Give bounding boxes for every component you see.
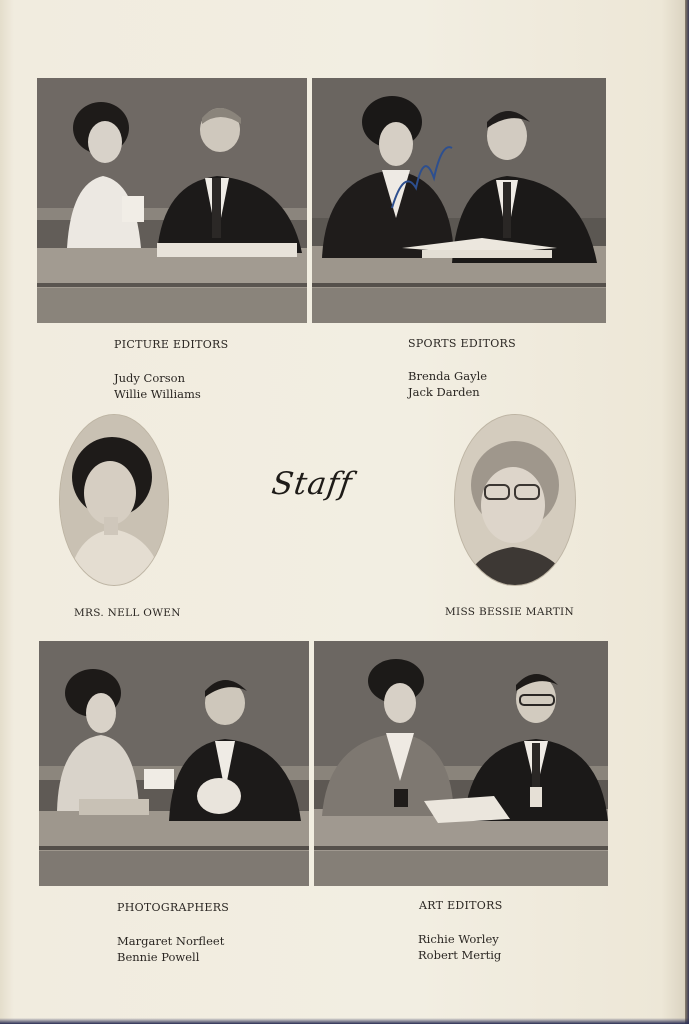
- group-names: [418, 931, 501, 963]
- member-name: Jack Darden: [408, 385, 480, 399]
- advisor-caption: MISS BESSIE MARTIN: [445, 606, 574, 618]
- member-name: Bennie Powell: [117, 950, 200, 964]
- member-name: Richie Worley: [418, 932, 499, 946]
- member-name: Margaret Norfleet: [117, 934, 225, 948]
- advisor-caption: MRS. NELL OWEN: [74, 607, 181, 619]
- page-bottom-edge: [0, 1018, 689, 1024]
- member-name: Judy Corson: [114, 371, 185, 385]
- group-names: [117, 933, 224, 965]
- picture-editors-photo: [37, 78, 307, 323]
- member-name: Brenda Gayle: [408, 369, 488, 383]
- photographers-photo: [39, 641, 309, 886]
- group-names: [114, 370, 201, 402]
- sports-editors-photo: [312, 78, 606, 323]
- advisor-portrait-right: [455, 415, 575, 585]
- advisor-portrait-left: [60, 415, 168, 585]
- group-names: [408, 368, 487, 400]
- group-caption: PHOTOGRAPHERS: [117, 901, 230, 914]
- group-caption: PICTURE EDITORS: [114, 338, 229, 351]
- page-edge: [685, 0, 689, 1024]
- member-name: Willie Williams: [114, 387, 201, 401]
- page-title: Staff: [269, 466, 355, 502]
- member-name: Robert Mertig: [418, 948, 502, 962]
- art-editors-photo: [314, 641, 608, 886]
- group-caption: SPORTS EDITORS: [408, 337, 516, 350]
- group-caption: ART EDITORS: [419, 899, 503, 912]
